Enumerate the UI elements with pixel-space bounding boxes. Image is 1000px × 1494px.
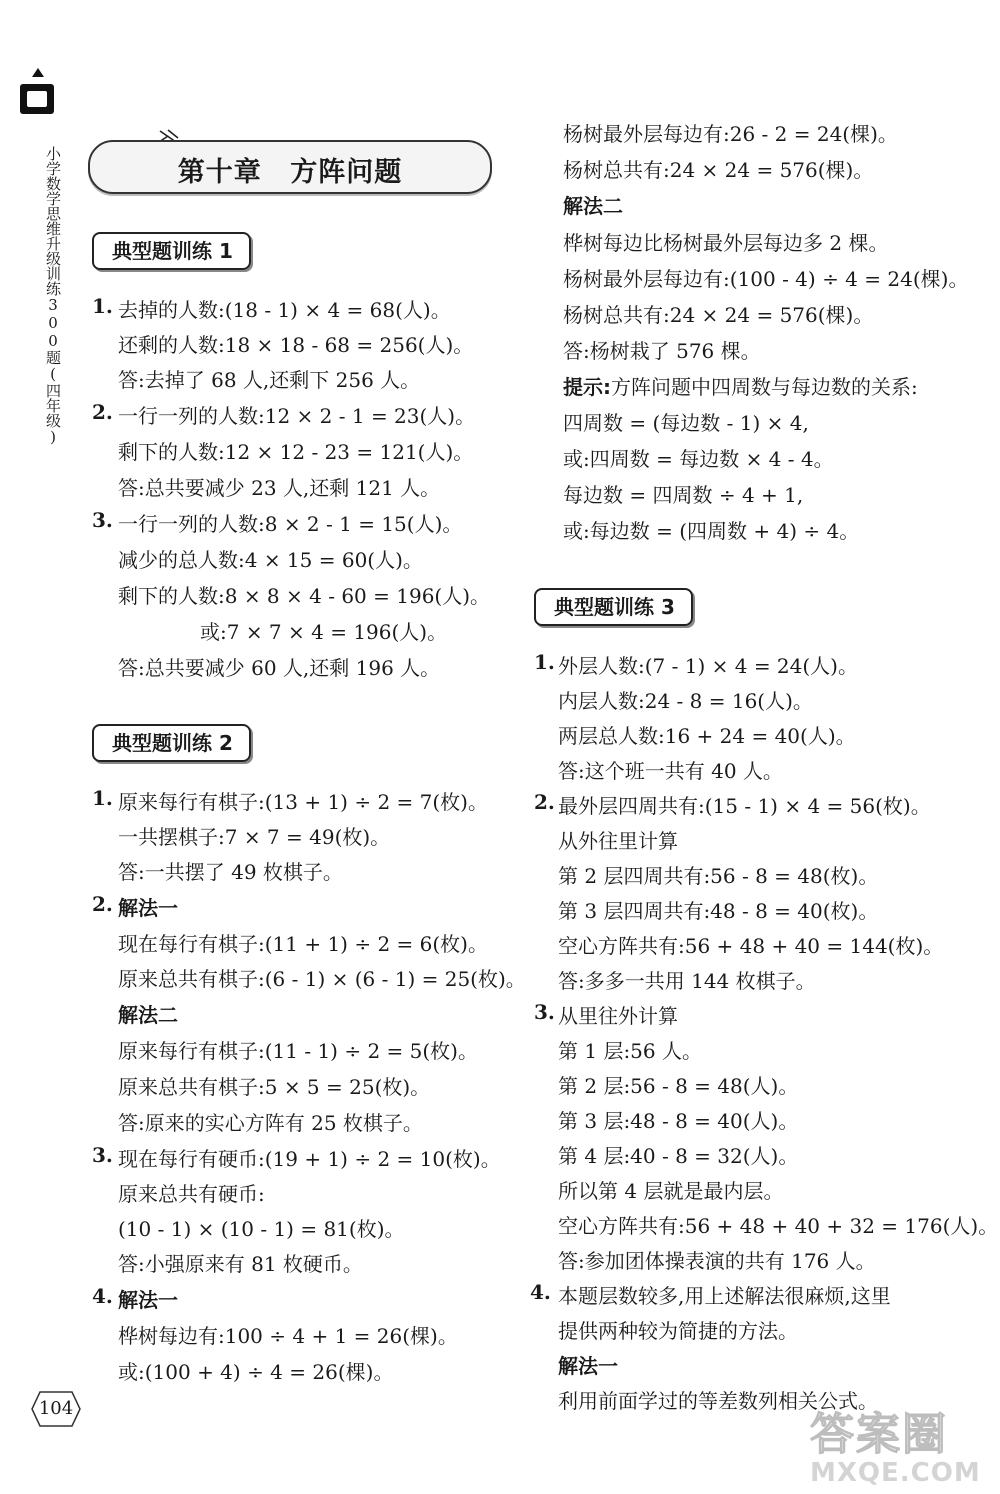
answer-line: 桦树每边有:100 ÷ 4 + 1 = 26(棵)。 [118, 1324, 458, 1348]
chapter-title: 第十章 方阵问题 [177, 157, 403, 188]
answer-line: 从里往外计算 [558, 1004, 678, 1028]
answer-line: 原来总共有硬币: [118, 1182, 265, 1206]
answer-line: 空心方阵共有:56 + 48 + 40 = 144(枚)。 [558, 934, 944, 958]
answer-line: 杨树总共有:24 × 24 = 576(棵)。 [563, 303, 874, 327]
answer-line: 内层人数:24 - 8 = 16(人)。 [558, 689, 813, 713]
method-label: 解法一 [558, 1354, 618, 1378]
item-number: 3. [534, 1000, 555, 1024]
item-number: 2. [92, 400, 113, 424]
watermark-logo [810, 1398, 990, 1490]
answer-line: 答:小强原来有 81 枚硬币。 [118, 1252, 363, 1276]
answer-line: 杨树总共有:24 × 24 = 576(棵)。 [563, 158, 874, 182]
answer-line: 答:原来的实心方阵有 25 枚棋子。 [118, 1111, 423, 1135]
method-label: 解法一 [118, 896, 178, 920]
answer-line: 原来总共有棋子:(6 - 1) × (6 - 1) = 25(枚)。 [118, 967, 526, 991]
answer-line: 第 1 层:56 人。 [558, 1039, 702, 1063]
answer-line: 外层人数:(7 - 1) × 4 = 24(人)。 [558, 654, 858, 678]
answer-line: 或:7 × 7 × 4 = 196(人)。 [200, 620, 448, 644]
answer-line: 原来每行有棋子:(13 + 1) ÷ 2 = 7(枚)。 [118, 790, 488, 814]
answer-line: 答:参加团体操表演的共有 176 人。 [558, 1249, 876, 1273]
tip-text: 方阵问题中四周数与每边数的关系: [611, 375, 918, 399]
answer-line: 答:多多一共用 144 枚棋子。 [558, 969, 816, 993]
answer-line: 答:总共要减少 60 人,还剩 196 人。 [118, 656, 441, 680]
answer-line: 杨树最外层每边有:26 - 2 = 24(棵)。 [563, 122, 898, 146]
answer-line: 杨树最外层每边有:(100 - 4) ÷ 4 = 24(棵)。 [563, 267, 969, 291]
item-number: 4. [530, 1280, 551, 1304]
watermark-text: 答案圈 [810, 1409, 948, 1460]
answer-line: 原来总共有棋子:5 × 5 = 25(枚)。 [118, 1075, 431, 1099]
answer-line: 现在每行有硬币:(19 + 1) ÷ 2 = 10(枚)。 [118, 1147, 501, 1171]
answer-line: 从外往里计算 [558, 829, 678, 853]
formula-line: 四周数 = (每边数 - 1) × 4, [563, 411, 809, 435]
answer-line: 两层总人数:16 + 24 = 40(人)。 [558, 724, 856, 748]
section-heading-1: 典型题训练 1 [92, 232, 251, 270]
chapter-banner [88, 140, 492, 194]
answer-line: 一行一列的人数:8 × 2 - 1 = 15(人)。 [118, 512, 463, 536]
answer-line: 答:这个班一共有 40 人。 [558, 759, 783, 783]
answer-line: 所以第 4 层就是最内层。 [558, 1179, 784, 1203]
page-number-text: 104 [38, 1398, 74, 1419]
answer-line: 还剩的人数:18 × 18 - 68 = 256(人)。 [118, 333, 474, 357]
answer-line: 第 3 层四周共有:48 - 8 = 40(枚)。 [558, 899, 879, 923]
tip-label: 提示: [563, 375, 611, 399]
item-number: 3. [92, 508, 113, 532]
spine [18, 68, 60, 446]
item-number: 1. [92, 786, 113, 810]
item-number: 1. [534, 650, 555, 674]
answer-line: 原来每行有棋子:(11 - 1) ÷ 2 = 5(枚)。 [118, 1039, 478, 1063]
page-number [30, 1390, 82, 1428]
answer-line: 提供两种较为简捷的方法。 [558, 1319, 798, 1343]
answer-line: 减少的总人数:4 × 15 = 60(人)。 [118, 548, 423, 572]
answer-line: 本题层数较多,用上述解法很麻烦,这里 [558, 1284, 891, 1308]
method-label: 解法二 [563, 194, 623, 218]
formula-line: 或:每边数 = (四周数 + 4) ÷ 4。 [563, 519, 860, 543]
formula-line: 每边数 = 四周数 ÷ 4 + 1, [563, 483, 804, 507]
answer-line: 剩下的人数:8 × 8 × 4 - 60 = 196(人)。 [118, 584, 491, 608]
section-heading-2: 典型题训练 2 [92, 724, 251, 762]
answer-line: 或:(100 + 4) ÷ 4 = 26(棵)。 [118, 1360, 394, 1384]
answer-line: 最外层四周共有:(15 - 1) × 4 = 56(枚)。 [558, 794, 931, 818]
answer-line: 去掉的人数:(18 - 1) × 4 = 68(人)。 [118, 298, 451, 322]
formula-line: 或:四周数 = 每边数 × 4 - 4。 [563, 447, 834, 471]
method-label: 解法二 [118, 1003, 178, 1027]
answer-line: 第 4 层:40 - 8 = 32(人)。 [558, 1144, 799, 1168]
answer-line: (10 - 1) × (10 - 1) = 81(枚)。 [118, 1217, 405, 1241]
method-label: 解法一 [118, 1288, 178, 1312]
answer-line: 利用前面学过的等差数列相关公式。 [558, 1389, 878, 1413]
answer-line: 答:去掉了 68 人,还剩下 256 人。 [118, 368, 421, 392]
answer-line: 答:一共摆了 49 枚棋子。 [118, 860, 343, 884]
item-number: 3. [92, 1143, 113, 1167]
answer-line: 答:总共要减少 23 人,还剩 121 人。 [118, 476, 441, 500]
item-number: 2. [534, 790, 555, 814]
book-logo-icon [20, 68, 54, 120]
answer-line: 现在每行有棋子:(11 + 1) ÷ 2 = 6(枚)。 [118, 932, 488, 956]
answer-line: 第 3 层:48 - 8 = 40(人)。 [558, 1109, 799, 1133]
answer-line: 桦树每边比杨树最外层每边多 2 棵。 [563, 231, 889, 255]
tip-line [563, 371, 918, 400]
answer-line: 空心方阵共有:56 + 48 + 40 + 32 = 176(人)。 [558, 1214, 999, 1238]
item-number: 2. [92, 892, 113, 916]
answer-line: 第 2 层四周共有:56 - 8 = 48(枚)。 [558, 864, 879, 888]
watermark-url: MXQE.COM [810, 1458, 981, 1488]
section-heading-3: 典型题训练 3 [534, 588, 693, 626]
book-title-vertical: 小学数学思维升级训练300题(四年级) [44, 146, 62, 446]
item-number: 1. [92, 294, 113, 318]
answer-line: 答:杨树栽了 576 棵。 [563, 339, 761, 363]
answer-line: 一行一列的人数:12 × 2 - 1 = 23(人)。 [118, 404, 476, 428]
answer-line: 第 2 层:56 - 8 = 48(人)。 [558, 1074, 799, 1098]
answer-line: 剩下的人数:12 × 12 - 23 = 121(人)。 [118, 440, 474, 464]
item-number: 4. [92, 1284, 113, 1308]
answer-line: 一共摆棋子:7 × 7 = 49(枚)。 [118, 825, 391, 849]
